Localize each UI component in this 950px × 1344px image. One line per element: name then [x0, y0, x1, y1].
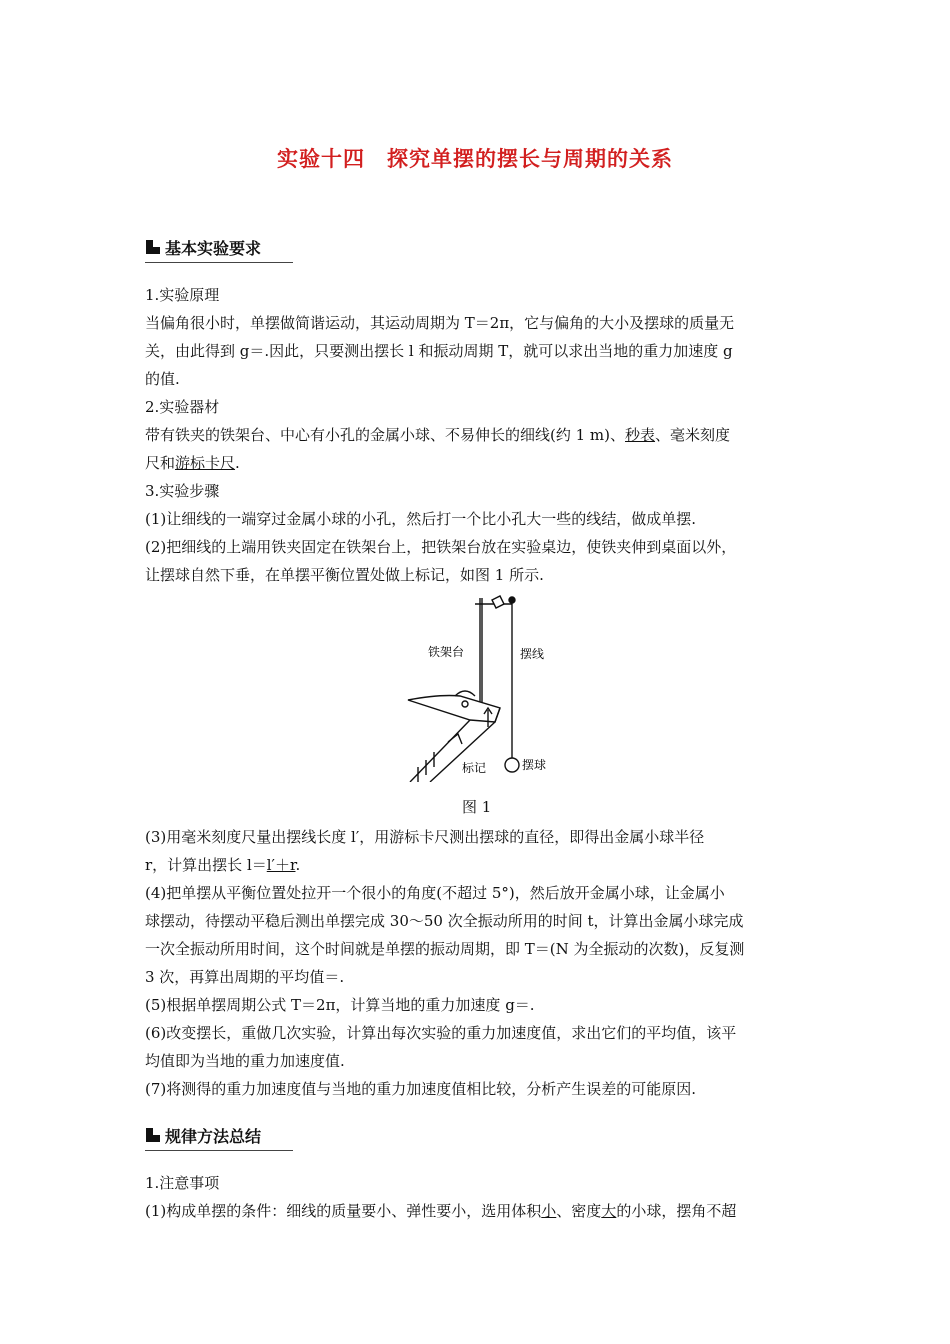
text-line: 关，由此得到 g＝.因此，只要测出摆长 l 和振动周期 T，就可以求出当地的重力加速度 g	[145, 342, 733, 360]
section-header-basic	[145, 236, 293, 263]
section-title: 规律方法总结	[165, 1127, 262, 1146]
text-line: 2.实验器材	[145, 398, 220, 416]
text-line	[145, 453, 240, 473]
text-line: (2)把细线的上端用铁夹固定在铁架台上，把铁架台放在实验桌边，使铁夹伸到桌面以外，	[145, 538, 737, 556]
underlined-term: 游标卡尺	[175, 454, 236, 472]
text-line: 让摆球自然下垂，在单摆平衡位置处做上标记，如图 1 所示.	[145, 566, 544, 584]
pendulum-ball	[505, 758, 519, 772]
pendulum-figure	[400, 592, 560, 782]
text-span: 、毫米刻度	[655, 426, 731, 444]
label-stand: 铁架台	[428, 645, 465, 659]
text-line: 均值即为当地的重力加速度值.	[145, 1052, 345, 1070]
underlined-term: l′＋r	[266, 856, 296, 874]
text-line: (5)根据单摆周期公式 T＝2π，计算当地的重力加速度 g＝.	[145, 996, 535, 1014]
label-ball: 摆球	[522, 758, 547, 772]
text-line: (6)改变摆长，重做几次实验，计算出每次实验的重力加速度值，求出它们的平均值，该平	[145, 1024, 737, 1042]
text-line: (1)让细线的一端穿过金属小球的小孔，然后打一个比小孔大一些的线结，做成单摆.	[145, 510, 697, 528]
text-span: .	[295, 856, 301, 874]
text-span: r，计算出摆长 l＝	[145, 856, 267, 874]
text-line: (3)用毫米刻度尺量出摆线长度 l′，用游标卡尺测出摆球的直径，即得出金属小球半径	[145, 828, 705, 846]
text-line: 3 次，再算出周期的平均值＝.	[145, 968, 345, 986]
figure-caption: 图 1	[462, 798, 492, 816]
text-line: 3.实验步骤	[145, 482, 220, 500]
text-line: 的值.	[145, 370, 180, 388]
section-marker-icon	[146, 240, 160, 254]
text-line: (7)将测得的重力加速度值与当地的重力加速度值相比较，分析产生误差的可能原因.	[145, 1080, 697, 1098]
text-line	[145, 1201, 736, 1221]
text-span: (1)构成单摆的条件：细线的质量要小、弹性要小，选用体积	[145, 1202, 542, 1220]
text-line: 当偏角很小时，单摆做简谐运动，其运动周期为 T＝2π，它与偏角的大小及摆球的质量无	[145, 314, 735, 332]
text-line: 球摆动，待摆动平稳后测出单摆完成 30～50 次全振动所用的时间 t，计算出金属小球完成	[145, 912, 744, 930]
text-span: 的小球，摆角不超	[616, 1202, 737, 1220]
underlined-term: 大	[601, 1202, 617, 1220]
section-header-method	[145, 1124, 293, 1151]
text-span: .	[235, 454, 240, 472]
text-line	[145, 855, 300, 875]
text-span: 尺和	[145, 454, 176, 472]
label-mark: 标记	[462, 761, 487, 775]
section-marker-icon	[146, 1128, 160, 1142]
page-title: 实验十四 探究单摆的摆长与周期的关系	[277, 147, 673, 171]
text-line	[145, 425, 730, 445]
text-line: 1.实验原理	[145, 286, 220, 304]
underlined-term: 秒表	[625, 426, 656, 444]
text-span: 带有铁夹的铁架台、中心有小孔的金属小球、不易伸长的细线(约 1 m)、	[145, 426, 626, 444]
section-title: 基本实验要求	[165, 239, 262, 258]
text-span: 、密度	[556, 1202, 602, 1220]
text-line: (4)把单摆从平衡位置处拉开一个很小的角度(不超过 5°)，然后放开金属小球，让金属小	[145, 884, 725, 902]
underlined-term: 小	[541, 1202, 557, 1220]
label-string: 摆线	[520, 647, 545, 661]
text-line: 一次全振动所用时间，这个时间就是单摆的振动周期，即 T＝(N 为全振动的次数)，反复测	[145, 940, 745, 958]
text-line: 1.注意事项	[145, 1174, 220, 1192]
